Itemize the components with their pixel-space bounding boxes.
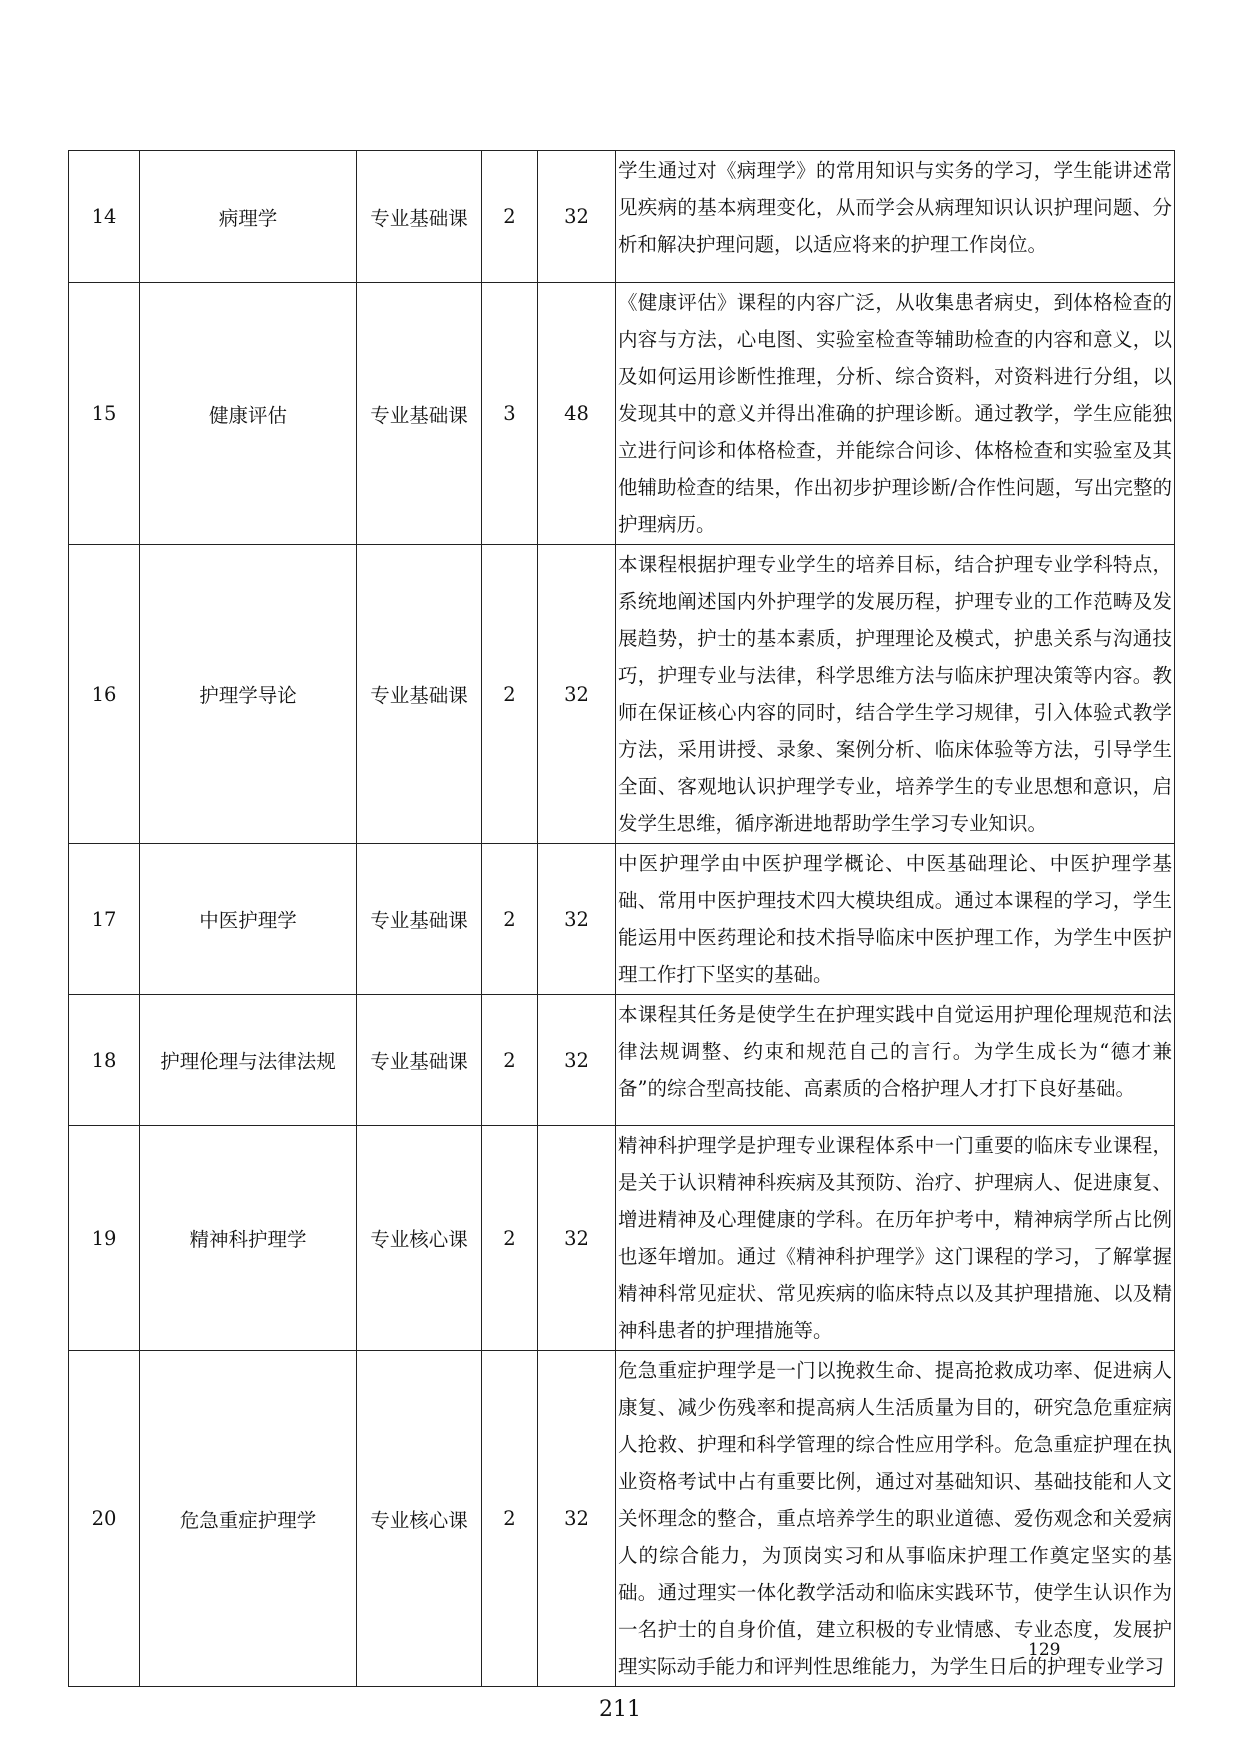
course-type: 专业核心课 xyxy=(357,1126,482,1351)
course-number: 18 xyxy=(69,995,140,1126)
course-name: 精神科护理学 xyxy=(140,1126,357,1351)
course-name: 中医护理学 xyxy=(140,844,357,995)
course-hours: 32 xyxy=(538,844,616,995)
course-name: 护理伦理与法律法规 xyxy=(140,995,357,1126)
course-hours: 32 xyxy=(538,1126,616,1351)
table-row xyxy=(69,283,1175,545)
course-hours: 32 xyxy=(538,151,616,283)
course-name: 病理学 xyxy=(140,151,357,283)
table-row xyxy=(69,545,1175,844)
page-number: 211 xyxy=(599,1697,641,1722)
course-name: 护理学导论 xyxy=(140,545,357,844)
course-description: 本课程根据护理专业学生的培养目标，结合护理专业学科特点，系统地阐述国内外护理学的发展历程，护理专业的工作范畴及发展趋势，护士的基本素质，护理理论及模式，护患关系与沟通技巧，护理专业与法律，科学思维方法与临床护理决策等内容。教师在保证核心内容的同时，结合学生学习规律，引入体验式教学方法，采用讲授、录象、案例分析、临床体验等方法，引导学生全面、客观地认识护理学专业，培养学生的专业思想和意识，启发学生思维，循序渐进地帮助学生学习专业知识。 xyxy=(616,545,1175,844)
course-name: 健康评估 xyxy=(140,283,357,545)
course-description: 本课程其任务是使学生在护理实践中自觉运用护理伦理规范和法律法规调整、约束和规范自己的言行。为学生成长为“德才兼备”的综合型高技能、高素质的合格护理人才打下良好基础。 xyxy=(616,995,1175,1126)
course-hours: 48 xyxy=(538,283,616,545)
sub-page-number: 129 xyxy=(1028,1640,1061,1660)
course-description: 《健康评估》课程的内容广泛，从收集患者病史，到体格检查的内容与方法，心电图、实验室检查等辅助检查的内容和意义，以及如何运用诊断性推理，分析、综合资料，对资料进行分组，以发现其中的意义并得出准确的护理诊断。通过教学，学生应能独立进行问诊和体格检查，并能综合问诊、体格检查和实验室及其他辅助检查的结果，作出初步护理诊断/合作性问题，写出完整的护理病历。 xyxy=(616,283,1175,545)
course-credit: 2 xyxy=(482,1351,538,1687)
table-row xyxy=(69,995,1175,1126)
course-description: 中医护理学由中医护理学概论、中医基础理论、中医护理学基础、常用中医护理技术四大模块组成。通过本课程的学习，学生能运用中医药理论和技术指导临床中医护理工作，为学生中医护理工作打下坚实的基础。 xyxy=(616,844,1175,995)
course-credit: 2 xyxy=(482,1126,538,1351)
course-number: 17 xyxy=(69,844,140,995)
course-description: 危急重症护理学是一门以挽救生命、提高抢救成功率、促进病人康复、减少伤残率和提高病人生活质量为目的，研究急危重症病人抢救、护理和科学管理的综合性应用学科。危急重症护理在执业资格考试中占有重要比例，通过对基础知识、基础技能和人文关怀理念的整合，重点培养学生的职业道德、爱伤观念和关爱病人的综合能力，为顶岗实习和从事临床护理工作奠定坚实的基础。通过理实一体化教学活动和临床实践环节，使学生认识作为一名护士的自身价值，建立积极的专业情感、专业态度，发展护理实际动手能力和评判性思维能力，为学生日后的护理专业学习 xyxy=(616,1351,1175,1687)
course-hours: 32 xyxy=(538,1351,616,1687)
course-credit: 2 xyxy=(482,844,538,995)
course-credit: 2 xyxy=(482,545,538,844)
course-number: 14 xyxy=(69,151,140,283)
course-number: 15 xyxy=(69,283,140,545)
course-number: 19 xyxy=(69,1126,140,1351)
course-number: 20 xyxy=(69,1351,140,1687)
course-type: 专业核心课 xyxy=(357,1351,482,1687)
course-credit: 3 xyxy=(482,283,538,545)
course-hours: 32 xyxy=(538,545,616,844)
table-row xyxy=(69,1126,1175,1351)
course-type: 专业基础课 xyxy=(357,151,482,283)
course-type: 专业基础课 xyxy=(357,283,482,545)
course-type: 专业基础课 xyxy=(357,995,482,1126)
course-type: 专业基础课 xyxy=(357,545,482,844)
table-row xyxy=(69,844,1175,995)
course-description: 学生通过对《病理学》的常用知识与实务的学习，学生能讲述常见疾病的基本病理变化，从而学会从病理知识认识护理问题、分析和解决护理问题，以适应将来的护理工作岗位。 xyxy=(616,151,1175,283)
course-name: 危急重症护理学 xyxy=(140,1351,357,1687)
course-number: 16 xyxy=(69,545,140,844)
course-description: 精神科护理学是护理专业课程体系中一门重要的临床专业课程，是关于认识精神科疾病及其预防、治疗、护理病人、促进康复、增进精神及心理健康的学科。在历年护考中，精神病学所占比例也逐年增加。通过《精神科护理学》这门课程的学习，了解掌握精神科常见症状、常见疾病的临床特点以及其护理措施、以及精神科患者的护理措施等。 xyxy=(616,1126,1175,1351)
course-hours: 32 xyxy=(538,995,616,1126)
table-row xyxy=(69,151,1175,283)
course-credit: 2 xyxy=(482,995,538,1126)
course-table xyxy=(68,150,1175,1687)
course-type: 专业基础课 xyxy=(357,844,482,995)
table-row xyxy=(69,1351,1175,1687)
course-credit: 2 xyxy=(482,151,538,283)
